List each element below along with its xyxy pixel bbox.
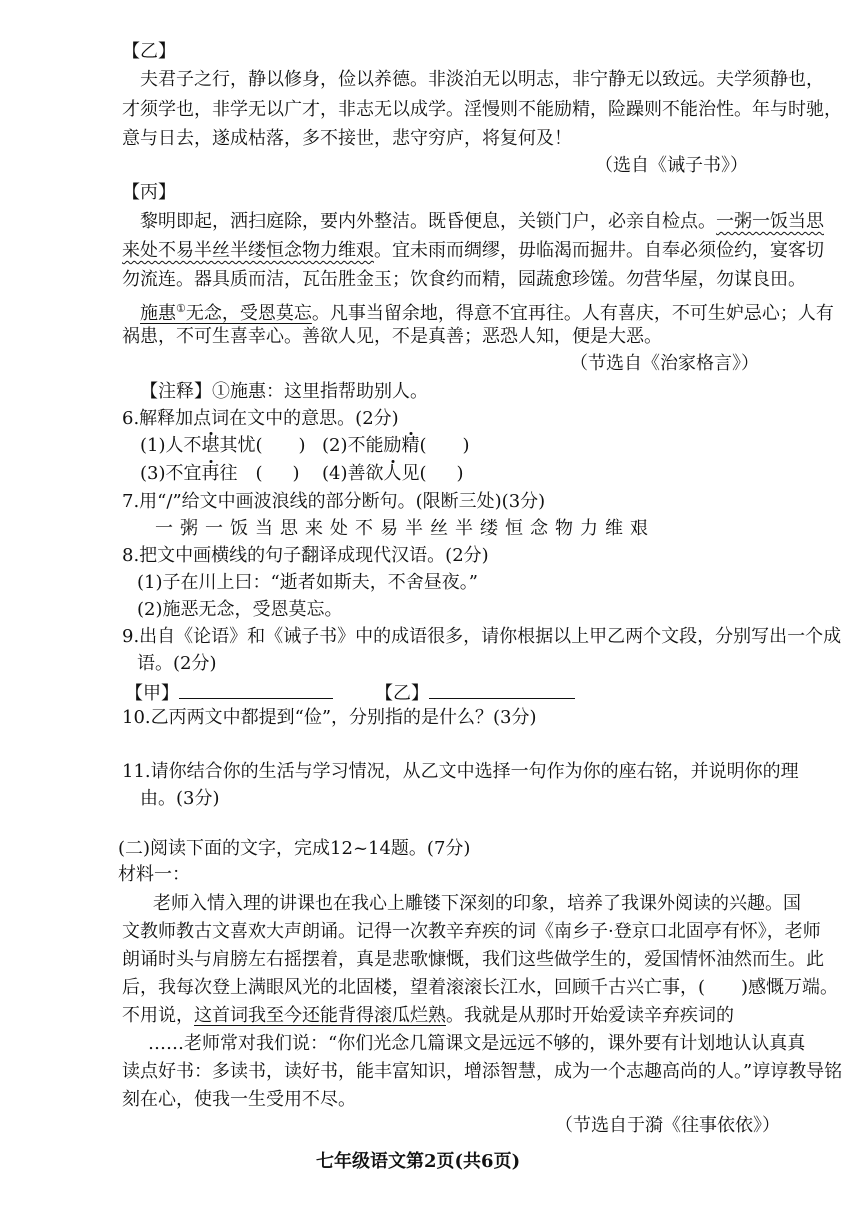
material-1-p2-line-2: 读点好书：多读书，读好书，能丰富知识，增添智慧，成为一个志趣高尚的人。”谆谆教导铭: [122, 1061, 843, 1082]
yi-source: （选自《诫子书》）: [595, 155, 748, 176]
question-9-stem-line-2: 语。(2分): [137, 653, 217, 674]
bing-line1-plain: 黎明即起，洒扫庭除，要内外整洁。既昏便息，关锁门户，必亲自检点。: [140, 211, 716, 232]
section-2-heading: (二)阅读下面的文字，完成12~14题。(7分): [118, 838, 471, 859]
wavy-underlined-text: 一粥一饭当思: [716, 211, 824, 232]
question-6-item-1: (1)人不堪其忧( ): [140, 435, 306, 456]
material-1-line-2: 文教师教古文喜欢大声朗诵。记得一次教辛弃疾的词《南乡子·登京口北固亭有怀》，老师: [122, 921, 821, 942]
bing-source: （节选自《治家格言》）: [570, 353, 759, 374]
dotted-char: 人: [383, 463, 402, 484]
bing-annotation: 【注释】①施惠：这里指帮助别人。: [140, 381, 428, 402]
question-6-stem: 6.解释加点词在文中的意思。(2分): [122, 408, 399, 429]
question-9-answer-yi: [375, 680, 575, 706]
bing-text-line-3: 勿流连。器具质而洁，瓦缶胜金玉；饮食约而精，园蔬愈珍馐。勿营华屋，勿谋良田。: [122, 269, 806, 290]
question-11-line-1: 11.请你结合你的生活与学习情况，从乙文中选择一句作为你的座右铭，并说明你的理: [122, 761, 799, 782]
question-7-stem: 7.用“/”给文中画波浪线的部分断句。(限断三处)(3分): [122, 491, 546, 512]
material-1-p2-line-1: ……老师常对我们说：“你们光念几篇课文是远远不够的，课外要有计划地认认真真: [148, 1033, 806, 1054]
question-8-stem: 8.把文中画横线的句子翻译成现代汉语。(2分): [122, 545, 489, 566]
question-6-item-2: (2)不能励精( ): [322, 435, 470, 456]
dotted-char: 再: [201, 463, 220, 484]
material-1-label: 材料一：: [118, 864, 190, 885]
section-tag-yi: 【乙】: [122, 41, 176, 62]
bing-line4-plain: 。凡事当留余地，得意不宜再往。人有喜庆，不可生妒忌心；人有: [311, 303, 834, 324]
answer-area-11[interactable]: [122, 812, 742, 832]
label-yi: 【乙】: [375, 683, 429, 704]
question-6-item-4: (4)善欲人见( ): [322, 463, 464, 484]
section-tag-bing: 【丙】: [122, 182, 176, 203]
footnote-marker: ①: [176, 302, 186, 315]
question-11-line-2: 由。(3分): [140, 788, 220, 809]
dotted-char: 精: [401, 435, 420, 456]
underlined-text: 施惠①无念，受恩莫忘: [140, 302, 312, 324]
material-1-line-5: 不用说，这首词我至今还能背得滚瓜烂熟。我就是从那时开始爱读辛弃疾词的: [122, 1005, 734, 1026]
question-9-answer-jia: [125, 680, 333, 706]
material-1-line-1: 老师入情入理的讲课也在我心上雕镂下深刻的印象，培养了我课外阅读的兴趣。国: [153, 893, 801, 914]
question-7-sentence[interactable]: 一粥一饭当思来处不易半丝半缕恒念物力维艰: [155, 518, 655, 539]
bing-text-line-5: 祸患，不可生喜幸心。善欲人见，不是真善；恶恐人知，便是大恶。: [122, 326, 662, 347]
question-8-item-1: (1)子在川上曰：“逝者如斯夫，不舍昼夜。”: [137, 572, 478, 593]
yi-text-line-3: 意与日去，遂成枯落，多不接世，悲守穷庐，将复何及！: [122, 128, 572, 149]
material-1-source: （节选自于漪《往事依依》）: [555, 1115, 780, 1136]
question-6-item-3: (3)不宜再往 ( ): [140, 463, 300, 484]
question-10-stem: 10.乙丙两文中都提到“俭”，分别指的是什么？(3分): [122, 707, 537, 728]
question-8-item-2: (2)施恶无念，受恩莫忘。: [137, 599, 343, 620]
question-9-stem-line-1: 9.出自《论语》和《诫子书》中的成语很多，请你根据以上甲乙两个文段，分别写出一个成: [122, 626, 842, 647]
yi-text-line-1: 夫君子之行，静以修身，俭以养德。非淡泊无以明志，非宁静无以致远。夫学须静也，: [140, 69, 824, 90]
page-footer: 七年级语文第2页(共6页): [316, 1151, 521, 1172]
answer-blank-yi[interactable]: [429, 680, 575, 699]
material-1-p2-line-3: 刻在心，使我一生受用不尽。: [122, 1089, 356, 1110]
bing-line2-plain: 。宜未雨而绸缪，毋临渴而掘井。自奉必须俭约，宴客切: [374, 240, 824, 261]
bing-text-line-1: [140, 210, 824, 234]
dotted-char: 堪: [201, 435, 220, 456]
bing-text-line-4: [140, 297, 834, 326]
answer-blank-jia[interactable]: [179, 680, 333, 699]
yi-text-line-2: 才须学也，非学无以广才，非志无以成学。淫慢则不能励精，险躁则不能治性。年与时驰，: [122, 99, 842, 120]
material-1-line-3: 朗诵时头与肩膀左右摇摆着，真是悲歌慷慨，我们这些做学生的，爱国情怀油然而生。此: [122, 949, 824, 970]
label-jia: 【甲】: [125, 683, 179, 704]
answer-area-10[interactable]: [122, 732, 742, 756]
bing-text-line-2: [122, 239, 824, 263]
material-1-line-4: 后，我每次登上满眼风光的北固楼，望着滚滚长江水，回顾千古兴亡事，( )感慨万端。: [122, 977, 839, 998]
underlined-text: 这首词我至今还能背得滚瓜烂熟: [194, 1005, 446, 1026]
wavy-underlined-text: 来处不易半丝半缕恒念物力维艰: [122, 240, 374, 261]
